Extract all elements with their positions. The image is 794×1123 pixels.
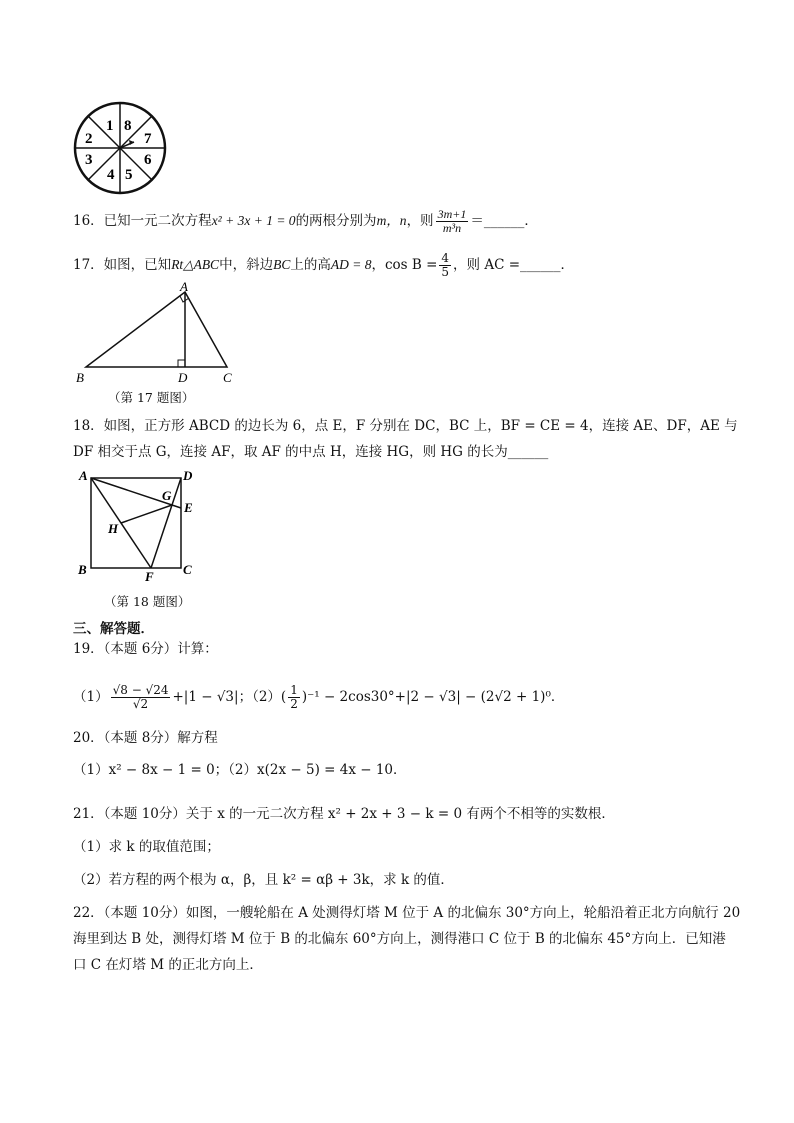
spinner-number: 1 (106, 118, 114, 134)
triangle-figure-17 (72, 282, 252, 386)
figure-caption-18: （第 18 题图） (104, 594, 191, 609)
q17-fraction: $\frac{4}{5}$ (441, 251, 450, 279)
question-20-title: 20．（本题 8分）解方程 (73, 730, 218, 746)
answer-blank: ＝______． (470, 213, 538, 229)
vertex-label-G: G (162, 488, 172, 503)
spinner-number: 3 (85, 152, 93, 168)
question-20-parts: （1）x² − 8x − 1 = 0；（2）x(2x − 5) = 4x − 10． (73, 762, 407, 778)
section-heading: 三、解答题． (73, 621, 154, 637)
question-22-line-2: 海里到达 B 处，测得灯塔 M 位于 B 的北偏东 60°方向上，测得港口 C 位于 B 的北偏东 45°方向上．已知港 (73, 931, 726, 947)
vertex-label-B: B (78, 562, 87, 577)
answer-blank: ，则 AC =______． (453, 257, 575, 273)
spinner-number: 6 (144, 152, 152, 168)
question-16: 16．已知一元二次方程x² + 3x + 1 = 0的两根分别为m，n，则 $\frac{3m+1}{\text{m³n}}$ ＝______． (73, 207, 538, 235)
figure-caption-17: （第 17 题图） (108, 390, 195, 405)
question-22-line-1: 22．（本题 10分）如图，一艘轮船在 A 处测得灯塔 M 位于 A 的北偏东 30°方向上，轮船沿着正北方向航行 20 (73, 905, 741, 921)
vertex-label-E: E (184, 500, 193, 515)
vertex-label-H: H (108, 521, 119, 536)
spinner-figure (72, 100, 172, 196)
question-19-title: 19．（本题 6分）计算： (73, 641, 218, 657)
vertex-label-A: A (180, 282, 188, 294)
question-19-parts: （1） $\frac{√8 - √24}{√2}$ +|1 − √3|；（2）( $\frac{1}{2}$ )⁻¹ − 2cos30°+|2 − √3| − (2√2 + 1)⁰． (73, 683, 565, 711)
question-22-line-3: 口 C 在灯塔 M 的正北方向上． (73, 957, 263, 973)
spinner-number: 2 (85, 131, 93, 147)
q19-paren: ( (280, 689, 287, 705)
spinner-number: 8 (124, 118, 132, 134)
vertex-label-F: F (145, 569, 154, 584)
q19-fraction-2: $\frac{1}{2}$ (290, 683, 298, 711)
question-17: 17．如图，已知Rt△ABC中，斜边BC上的高AD = 8，cos B = $\frac{4}{5}$ ，则 AC =______． (73, 251, 575, 279)
question-21-part-2: （2）若方程的两个根为 α，β，且 k² = αβ + 3k，求 k 的值． (73, 872, 454, 888)
spinner-number: 4 (107, 167, 115, 183)
q16-equation: x² + 3x + 1 = 0 (211, 213, 296, 228)
q16-fraction: $\frac{3m+1}{\text{m³n}}$ (437, 207, 467, 235)
question-18-line-1: 18．如图，正方形 ABCD 的边长为 6，点 E，F 分别在 DC，BC 上，BF = CE = 4，连接 AE、DF，AE 与 (73, 418, 738, 434)
vertex-label-C: C (183, 562, 192, 577)
vertex-label-A: A (79, 468, 88, 483)
square-figure-18 (72, 466, 202, 586)
question-18-line-2: DF 相交于点 G，连接 AF，取 AF 的中点 H，连接 HG，则 HG 的长为______ (73, 444, 549, 460)
vertex-label-D: D (183, 468, 193, 483)
spinner-number: 7 (144, 131, 152, 147)
spinner-number: 5 (125, 167, 133, 183)
q19-fraction-1: $\frac{√8 - √24}{√2}$ (112, 683, 169, 711)
vertex-label-C: C (223, 370, 232, 385)
vertex-label-B: B (76, 370, 84, 385)
question-21-title: 21．（本题 10分）关于 x 的一元二次方程 x² + 2x + 3 − k = 0 有两个不相等的实数根． (73, 806, 615, 822)
question-21-part-1: （1）求 k 的取值范围； (73, 839, 220, 855)
vertex-label-D: D (178, 370, 188, 385)
